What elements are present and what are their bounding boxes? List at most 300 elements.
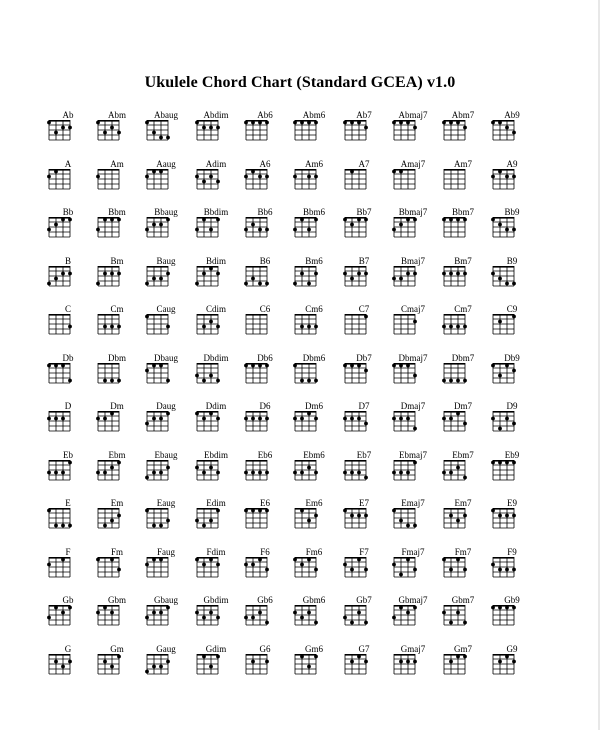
finger-dot [505, 567, 509, 571]
finger-dot [449, 378, 453, 382]
finger-dot [307, 412, 311, 416]
finger-dot [103, 325, 107, 329]
chord-e7 [339, 498, 389, 544]
finger-dot [307, 325, 311, 329]
chord-name: Fmaj7 [401, 546, 425, 557]
chord-name: Gb9 [504, 595, 520, 605]
nut-line [147, 411, 168, 413]
finger-dot [314, 654, 318, 658]
nut-line [493, 654, 514, 656]
finger-dot [258, 281, 262, 285]
nut-line [197, 314, 218, 316]
nut-line [147, 120, 168, 122]
fretboard-diagram [295, 217, 320, 241]
finger-dot [47, 121, 51, 125]
chord-em7 [438, 498, 488, 544]
fretboard-diagram [197, 411, 222, 435]
finger-dot [300, 121, 304, 125]
finger-dot [145, 368, 149, 372]
fretboard-diagram [147, 363, 172, 387]
finger-dot [152, 417, 156, 421]
chord-bbdim [191, 207, 241, 253]
finger-dot [399, 519, 403, 523]
finger-dot [195, 557, 199, 561]
chord-name: Ebm7 [452, 449, 474, 460]
nut-line [493, 363, 514, 365]
chord-name: C9 [506, 304, 518, 314]
finger-dot [159, 223, 163, 227]
chord-gbaug [141, 595, 191, 641]
finger-dot [251, 616, 255, 620]
finger-dot [491, 460, 495, 464]
chord-bbaug [141, 207, 191, 253]
finger-dot [449, 621, 453, 625]
nut-line [147, 363, 168, 365]
chord-f9 [487, 547, 537, 593]
finger-dot [202, 271, 206, 275]
fretboard-diagram [295, 169, 320, 193]
finger-dot [166, 218, 170, 222]
finger-dot [54, 276, 58, 280]
chord-fdim [191, 547, 241, 593]
finger-dot [392, 417, 396, 421]
finger-dot [512, 460, 516, 464]
chord-name: Fdim [206, 546, 226, 557]
chord-name: Am [110, 158, 124, 169]
finger-dot [314, 621, 318, 625]
finger-dot [399, 223, 403, 227]
finger-dot [392, 276, 396, 280]
fretboard-diagram [197, 266, 222, 290]
finger-dot [68, 460, 72, 464]
chord-f7 [339, 547, 389, 593]
nut-line [98, 605, 119, 607]
nut-line [493, 508, 514, 510]
finger-dot [300, 378, 304, 382]
chord-name: E9 [507, 498, 517, 508]
finger-dot [491, 606, 495, 610]
finger-dot [216, 126, 220, 130]
finger-dot [195, 228, 199, 232]
finger-dot [265, 567, 269, 571]
fretboard-diagram [246, 411, 271, 435]
finger-dot [300, 562, 304, 566]
fretboard-diagram [246, 654, 271, 678]
finger-dot [300, 509, 304, 513]
fretboard-diagram [345, 217, 370, 241]
finger-dot [307, 465, 311, 469]
finger-dot [202, 378, 206, 382]
finger-dot [491, 562, 495, 566]
fretboard-diagram [493, 460, 518, 484]
fretboard-diagram [147, 557, 172, 581]
chord-name: A [64, 158, 72, 169]
chord-name: Db6 [257, 352, 273, 363]
chord-name: Bbm7 [451, 207, 474, 217]
chord-c9 [487, 304, 537, 350]
chord-name: C [64, 304, 71, 314]
finger-dot [96, 417, 100, 421]
finger-dot [209, 228, 213, 232]
nut-line [295, 120, 316, 122]
chord-adim [191, 159, 241, 205]
finger-dot [300, 654, 304, 658]
finger-dot [110, 325, 114, 329]
chord-ab7 [339, 110, 389, 156]
finger-dot [159, 169, 163, 173]
finger-dot [159, 611, 163, 615]
finger-dot [413, 320, 417, 324]
finger-dot [357, 611, 361, 615]
chord-gmaj7 [388, 644, 438, 690]
fretboard-diagram [295, 654, 320, 678]
fretboard-diagram [197, 314, 222, 338]
chord-name: Dbmaj7 [398, 352, 428, 363]
chord-dbdim [191, 353, 241, 399]
finger-dot [314, 417, 318, 421]
fretboard-diagram [394, 217, 419, 241]
finger-dot [103, 524, 107, 528]
finger-dot [456, 378, 460, 382]
finger-dot [61, 417, 65, 421]
fretboard-diagram [295, 508, 320, 532]
finger-dot [251, 562, 255, 566]
finger-dot [293, 557, 297, 561]
finger-dot [498, 427, 502, 431]
finger-dot [357, 271, 361, 275]
fretboard-diagram [444, 557, 469, 581]
finger-dot [47, 363, 51, 367]
finger-dot [406, 659, 410, 663]
finger-dot [399, 572, 403, 576]
finger-dot [68, 271, 72, 275]
chord-gbmaj7 [388, 595, 438, 641]
nut-line [295, 605, 316, 607]
finger-dot [209, 320, 213, 324]
chord-ab [43, 110, 93, 156]
fretboard-diagram [444, 460, 469, 484]
fretboard-diagram [197, 654, 222, 678]
finger-dot [216, 378, 220, 382]
nut-line [147, 460, 168, 462]
finger-dot [117, 567, 121, 571]
chord-b7 [339, 256, 389, 302]
finger-dot [61, 126, 65, 130]
finger-dot [456, 412, 460, 416]
chord-dbmaj7 [388, 353, 438, 399]
fretboard-diagram [394, 314, 419, 338]
finger-dot [314, 470, 318, 474]
finger-dot [413, 460, 417, 464]
fretboard-diagram [49, 654, 74, 678]
chord-bmaj7 [388, 256, 438, 302]
finger-dot [244, 121, 248, 125]
finger-dot [159, 136, 163, 140]
chord-d [43, 401, 93, 447]
fretboard-diagram [246, 314, 271, 338]
finger-dot [152, 223, 156, 227]
nut-line [394, 363, 415, 365]
finger-dot [103, 218, 107, 222]
finger-dot [449, 271, 453, 275]
nut-line [98, 411, 119, 413]
chord-dbaug [141, 353, 191, 399]
finger-dot [117, 460, 121, 464]
nut-line [345, 460, 366, 462]
finger-dot [110, 218, 114, 222]
finger-dot [54, 131, 58, 135]
chord-ab6 [240, 110, 290, 156]
finger-dot [244, 616, 248, 620]
chord-name: Eb [63, 449, 73, 460]
chord-name: Dm7 [454, 401, 472, 411]
chord-cdim [191, 304, 241, 350]
fretboard-diagram [147, 605, 172, 629]
finger-dot [47, 616, 51, 620]
chord-name: Gbmaj7 [398, 595, 428, 605]
finger-dot [152, 557, 156, 561]
finger-dot [216, 325, 220, 329]
finger-dot [61, 664, 65, 668]
finger-dot [413, 606, 417, 610]
finger-dot [413, 126, 417, 130]
chord-g6 [240, 644, 290, 690]
nut-line [295, 314, 316, 316]
nut-line [444, 314, 465, 316]
fretboard-diagram [295, 460, 320, 484]
fretboard-diagram [493, 605, 518, 629]
finger-dot [343, 218, 347, 222]
nut-line [394, 217, 415, 219]
fretboard-diagram [246, 266, 271, 290]
finger-dot [512, 315, 516, 319]
finger-dot [145, 475, 149, 479]
chord-bb [43, 207, 93, 253]
finger-dot [442, 417, 446, 421]
nut-line [49, 314, 70, 316]
finger-dot [307, 174, 311, 178]
finger-dot [202, 417, 206, 421]
fretboard-diagram [147, 411, 172, 435]
finger-dot [244, 509, 248, 513]
finger-dot [343, 509, 347, 513]
fretboard-diagram [345, 508, 370, 532]
fretboard-diagram [98, 460, 123, 484]
finger-dot [350, 621, 354, 625]
chord-cmaj7 [388, 304, 438, 350]
finger-dot [406, 470, 410, 474]
chord-abm6 [289, 110, 339, 156]
finger-dot [413, 218, 417, 222]
finger-dot [96, 470, 100, 474]
finger-dot [350, 121, 354, 125]
finger-dot [152, 524, 156, 528]
finger-dot [392, 169, 396, 173]
finger-dot [463, 567, 467, 571]
finger-dot [406, 611, 410, 615]
chord-c7 [339, 304, 389, 350]
chord-name: Bm [110, 255, 124, 266]
finger-dot [399, 276, 403, 280]
chord-cm6 [289, 304, 339, 350]
nut-line [197, 557, 218, 559]
finger-dot [209, 412, 213, 416]
finger-dot [202, 562, 206, 566]
finger-dot [195, 281, 199, 285]
nut-line [98, 363, 119, 365]
finger-dot [512, 228, 516, 232]
finger-dot [54, 470, 58, 474]
chord-ddim [191, 401, 241, 447]
chord-name: Eb7 [356, 449, 372, 460]
nut-line [49, 363, 70, 365]
finger-dot [258, 363, 262, 367]
finger-dot [251, 363, 255, 367]
finger-dot [145, 562, 149, 566]
finger-dot [498, 514, 502, 518]
chord-name: Fm7 [454, 546, 472, 557]
chord-name: Bbdim [203, 207, 229, 217]
fretboard-diagram [147, 508, 172, 532]
nut-line [345, 169, 366, 171]
finger-dot [96, 557, 100, 561]
finger-dot [209, 611, 213, 615]
finger-dot [195, 519, 199, 523]
nut-line [98, 654, 119, 656]
chord-name: Edim [206, 498, 226, 508]
nut-line [49, 557, 70, 559]
nut-line [394, 169, 415, 171]
chord-name: B7 [358, 255, 370, 266]
finger-dot [47, 470, 51, 474]
finger-dot [47, 281, 51, 285]
chord-name: Am7 [454, 158, 472, 169]
finger-dot [364, 422, 368, 426]
finger-dot [456, 611, 460, 615]
chord-name: Amaj7 [400, 158, 426, 169]
finger-dot [166, 271, 170, 275]
finger-dot [350, 223, 354, 227]
finger-dot [293, 174, 297, 178]
finger-dot [442, 611, 446, 615]
nut-line [147, 508, 168, 510]
finger-dot [103, 378, 107, 382]
nut-line [246, 508, 267, 510]
chord-gb6 [240, 595, 290, 641]
finger-dot [399, 470, 403, 474]
finger-dot [343, 562, 347, 566]
chord-ebmaj7 [388, 450, 438, 496]
chord-name: Adim [205, 158, 227, 169]
fretboard-diagram [394, 557, 419, 581]
fretboard-diagram [295, 605, 320, 629]
fretboard-diagram [147, 460, 172, 484]
nut-line [493, 605, 514, 607]
finger-dot [463, 271, 467, 275]
finger-dot [103, 659, 107, 663]
nut-line [444, 557, 465, 559]
finger-dot [307, 664, 311, 668]
chord-g [43, 644, 93, 690]
fretboard-diagram [295, 411, 320, 435]
chord-name: C6 [259, 304, 271, 314]
fretboard-diagram [246, 120, 271, 144]
chord-name: B9 [506, 255, 518, 266]
finger-dot [413, 271, 417, 275]
chord-amaj7 [388, 159, 438, 205]
nut-line [493, 266, 514, 268]
finger-dot [413, 373, 417, 377]
finger-dot [195, 373, 199, 377]
nut-line [295, 217, 316, 219]
finger-dot [293, 417, 297, 421]
finger-dot [413, 659, 417, 663]
chord-g9 [487, 644, 537, 690]
chord-g7 [339, 644, 389, 690]
chord-bbmaj7 [388, 207, 438, 253]
finger-dot [498, 659, 502, 663]
chord-name: Gdim [205, 643, 227, 654]
fretboard-diagram [444, 120, 469, 144]
fretboard-diagram [98, 120, 123, 144]
finger-dot [47, 228, 51, 232]
finger-dot [152, 276, 156, 280]
chord-gdim [191, 644, 241, 690]
finger-dot [357, 654, 361, 658]
nut-line [394, 605, 415, 607]
fretboard-diagram [444, 217, 469, 241]
nut-line [98, 266, 119, 268]
finger-dot [463, 126, 467, 130]
finger-dot [406, 417, 410, 421]
finger-dot [258, 174, 262, 178]
nut-line [98, 217, 119, 219]
fretboard-diagram [394, 169, 419, 193]
chord-name: Ab [62, 110, 74, 120]
chord-name: Eb9 [504, 449, 520, 460]
fretboard-diagram [493, 314, 518, 338]
fretboard-diagram [394, 654, 419, 678]
finger-dot [159, 557, 163, 561]
chord-name: G9 [506, 643, 518, 654]
finger-dot [350, 659, 354, 663]
chord-fm6 [289, 547, 339, 593]
finger-dot [68, 218, 72, 222]
finger-dot [244, 174, 248, 178]
fretboard-diagram [295, 120, 320, 144]
finger-dot [512, 131, 516, 135]
finger-dot [505, 174, 509, 178]
finger-dot [110, 465, 114, 469]
fretboard-diagram [493, 120, 518, 144]
finger-dot [145, 174, 149, 178]
finger-dot [505, 654, 509, 658]
nut-line [98, 557, 119, 559]
chord-name: Cm [110, 304, 124, 314]
fretboard-diagram [444, 169, 469, 193]
fretboard-diagram [394, 363, 419, 387]
fretboard-diagram [246, 460, 271, 484]
finger-dot [343, 417, 347, 421]
chord-name: Db9 [504, 352, 520, 363]
chord-name: Db7 [356, 352, 372, 363]
chord-name: Gaug [156, 643, 176, 654]
chord-e6 [240, 498, 290, 544]
finger-dot [449, 514, 453, 518]
chord-name: Gm7 [454, 643, 472, 654]
nut-line [246, 266, 267, 268]
finger-dot [413, 567, 417, 571]
